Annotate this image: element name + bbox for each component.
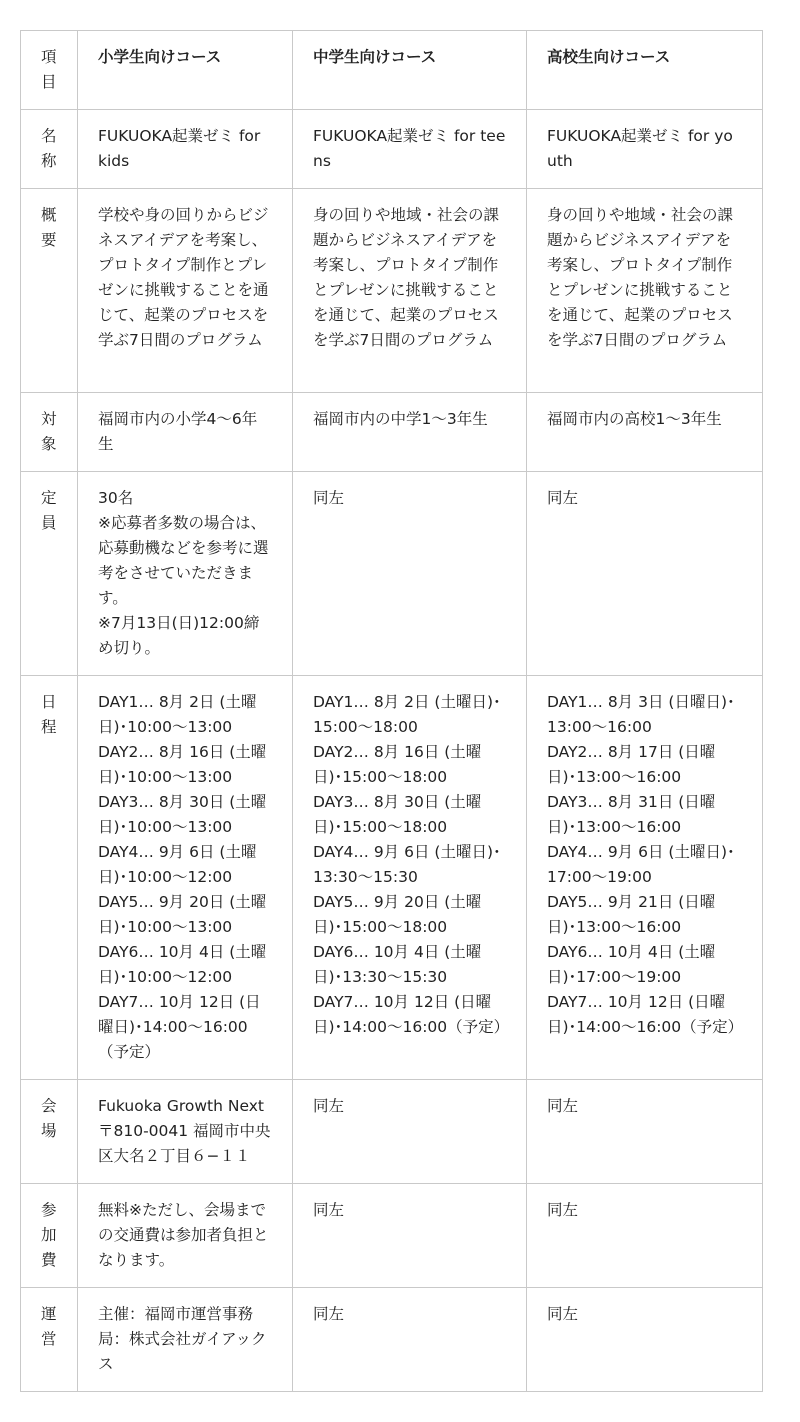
course-comparison-table bbox=[20, 30, 763, 1392]
table-row-name bbox=[21, 110, 763, 189]
cell-summary-elementary: 学校や身の回りからビジネスアイデアを考案し、プロトタイプ制作とプレゼンに挑戦することを通じて、起業のプロセスを学ぶ7日間のプログラム bbox=[78, 189, 293, 393]
row-label-name: 名称 bbox=[21, 110, 78, 189]
cell-venue-elementary: Fukuoka Growth Next 〒810-0041 福岡市中央区大名２丁目６−１１ bbox=[78, 1080, 293, 1184]
cell-organizer-high-school: 同左 bbox=[527, 1288, 763, 1392]
cell-target-elementary: 福岡市内の小学4〜6年生 bbox=[78, 393, 293, 472]
table-row-fee bbox=[21, 1184, 763, 1288]
table-row-organizer bbox=[21, 1288, 763, 1392]
cell-organizer-junior-high: 同左 bbox=[293, 1288, 527, 1392]
table-row-summary bbox=[21, 189, 763, 393]
cell-capacity-elementary: 30名 ※応募者多数の場合は、応募動機などを参考に選考をさせていただきます。 ※7月13日(日)12:00締め切り。 bbox=[78, 472, 293, 676]
table-row-schedule bbox=[21, 676, 763, 1080]
cell-fee-high-school: 同左 bbox=[527, 1184, 763, 1288]
cell-summary-high-school: 身の回りや地域・社会の課題からビジネスアイデアを考案し、プロトタイプ制作とプレゼンに挑戦することを通じて、起業のプロセスを学ぶ7日間のプログラム bbox=[527, 189, 763, 393]
row-label-summary: 概要 bbox=[21, 189, 78, 393]
row-label-target: 対象 bbox=[21, 393, 78, 472]
table-row-venue bbox=[21, 1080, 763, 1184]
row-label-schedule: 日程 bbox=[21, 676, 78, 1080]
row-label-fee: 参加費 bbox=[21, 1184, 78, 1288]
table-row-target bbox=[21, 393, 763, 472]
header-item: 項目 bbox=[21, 31, 78, 110]
cell-schedule-junior-high: DAY1… 8月 2日 (土曜日)･15:00〜18:00 DAY2… 8月 16日 (土曜日)･15:00〜18:00 DAY3… 8月 30日 (土曜日)･15:00〜18:00 DAY4… 9月 6日 (土曜日)･13:30〜15:30 DAY5… 9月 20日 (土曜日)･15:00〜18:00 DAY6… 10月 4日 (土曜日)･13:30〜15:30 DAY7… 10月 12日 (日曜日)･14:00〜16:00（予定） bbox=[293, 676, 527, 1080]
cell-fee-junior-high: 同左 bbox=[293, 1184, 527, 1288]
cell-schedule-elementary: DAY1… 8月 2日 (土曜日)･10:00〜13:00 DAY2… 8月 16日 (土曜日)･10:00〜13:00 DAY3… 8月 30日 (土曜日)･10:00〜13:00 DAY4… 9月 6日 (土曜日)･10:00〜12:00 DAY5… 9月 20日 (土曜日)･10:00〜13:00 DAY6… 10月 4日 (土曜日)･10:00〜12:00 DAY7… 10月 12日 (日曜日)･14:00〜16:00（予定） bbox=[78, 676, 293, 1080]
cell-venue-junior-high: 同左 bbox=[293, 1080, 527, 1184]
cell-schedule-high-school: DAY1… 8月 3日 (日曜日)･13:00〜16:00 DAY2… 8月 17日 (日曜日)･13:00〜16:00 DAY3… 8月 31日 (日曜日)･13:00〜16:00 DAY4… 9月 6日 (土曜日)･17:00〜19:00 DAY5… 9月 21日 (日曜日)･13:00〜16:00 DAY6… 10月 4日 (土曜日)･17:00〜19:00 DAY7… 10月 12日 (日曜日)･14:00〜16:00（予定） bbox=[527, 676, 763, 1080]
cell-fee-elementary: 無料※ただし、会場までの交通費は参加者負担となります。 bbox=[78, 1184, 293, 1288]
cell-venue-high-school: 同左 bbox=[527, 1080, 763, 1184]
row-label-venue: 会場 bbox=[21, 1080, 78, 1184]
row-label-capacity: 定員 bbox=[21, 472, 78, 676]
cell-name-junior-high: FUKUOKA起業ゼミ for teens bbox=[293, 110, 527, 189]
cell-capacity-junior-high: 同左 bbox=[293, 472, 527, 676]
cell-capacity-high-school: 同左 bbox=[527, 472, 763, 676]
header-elementary: 小学生向けコース bbox=[78, 31, 293, 110]
cell-target-junior-high: 福岡市内の中学1〜3年生 bbox=[293, 393, 527, 472]
header-junior-high: 中学生向けコース bbox=[293, 31, 527, 110]
table-row-capacity bbox=[21, 472, 763, 676]
header-high-school: 高校生向けコース bbox=[527, 31, 763, 110]
cell-name-high-school: FUKUOKA起業ゼミ for youth bbox=[527, 110, 763, 189]
cell-organizer-elementary: 主催：福岡市運営事務局：株式会社ガイアックス bbox=[78, 1288, 293, 1392]
cell-name-elementary: FUKUOKA起業ゼミ for kids bbox=[78, 110, 293, 189]
cell-summary-junior-high: 身の回りや地域・社会の課題からビジネスアイデアを考案し、プロトタイプ制作とプレゼンに挑戦することを通じて、起業のプロセスを学ぶ7日間のプログラム bbox=[293, 189, 527, 393]
table-header-row bbox=[21, 31, 763, 110]
cell-target-high-school: 福岡市内の高校1〜3年生 bbox=[527, 393, 763, 472]
row-label-organizer: 運営 bbox=[21, 1288, 78, 1392]
